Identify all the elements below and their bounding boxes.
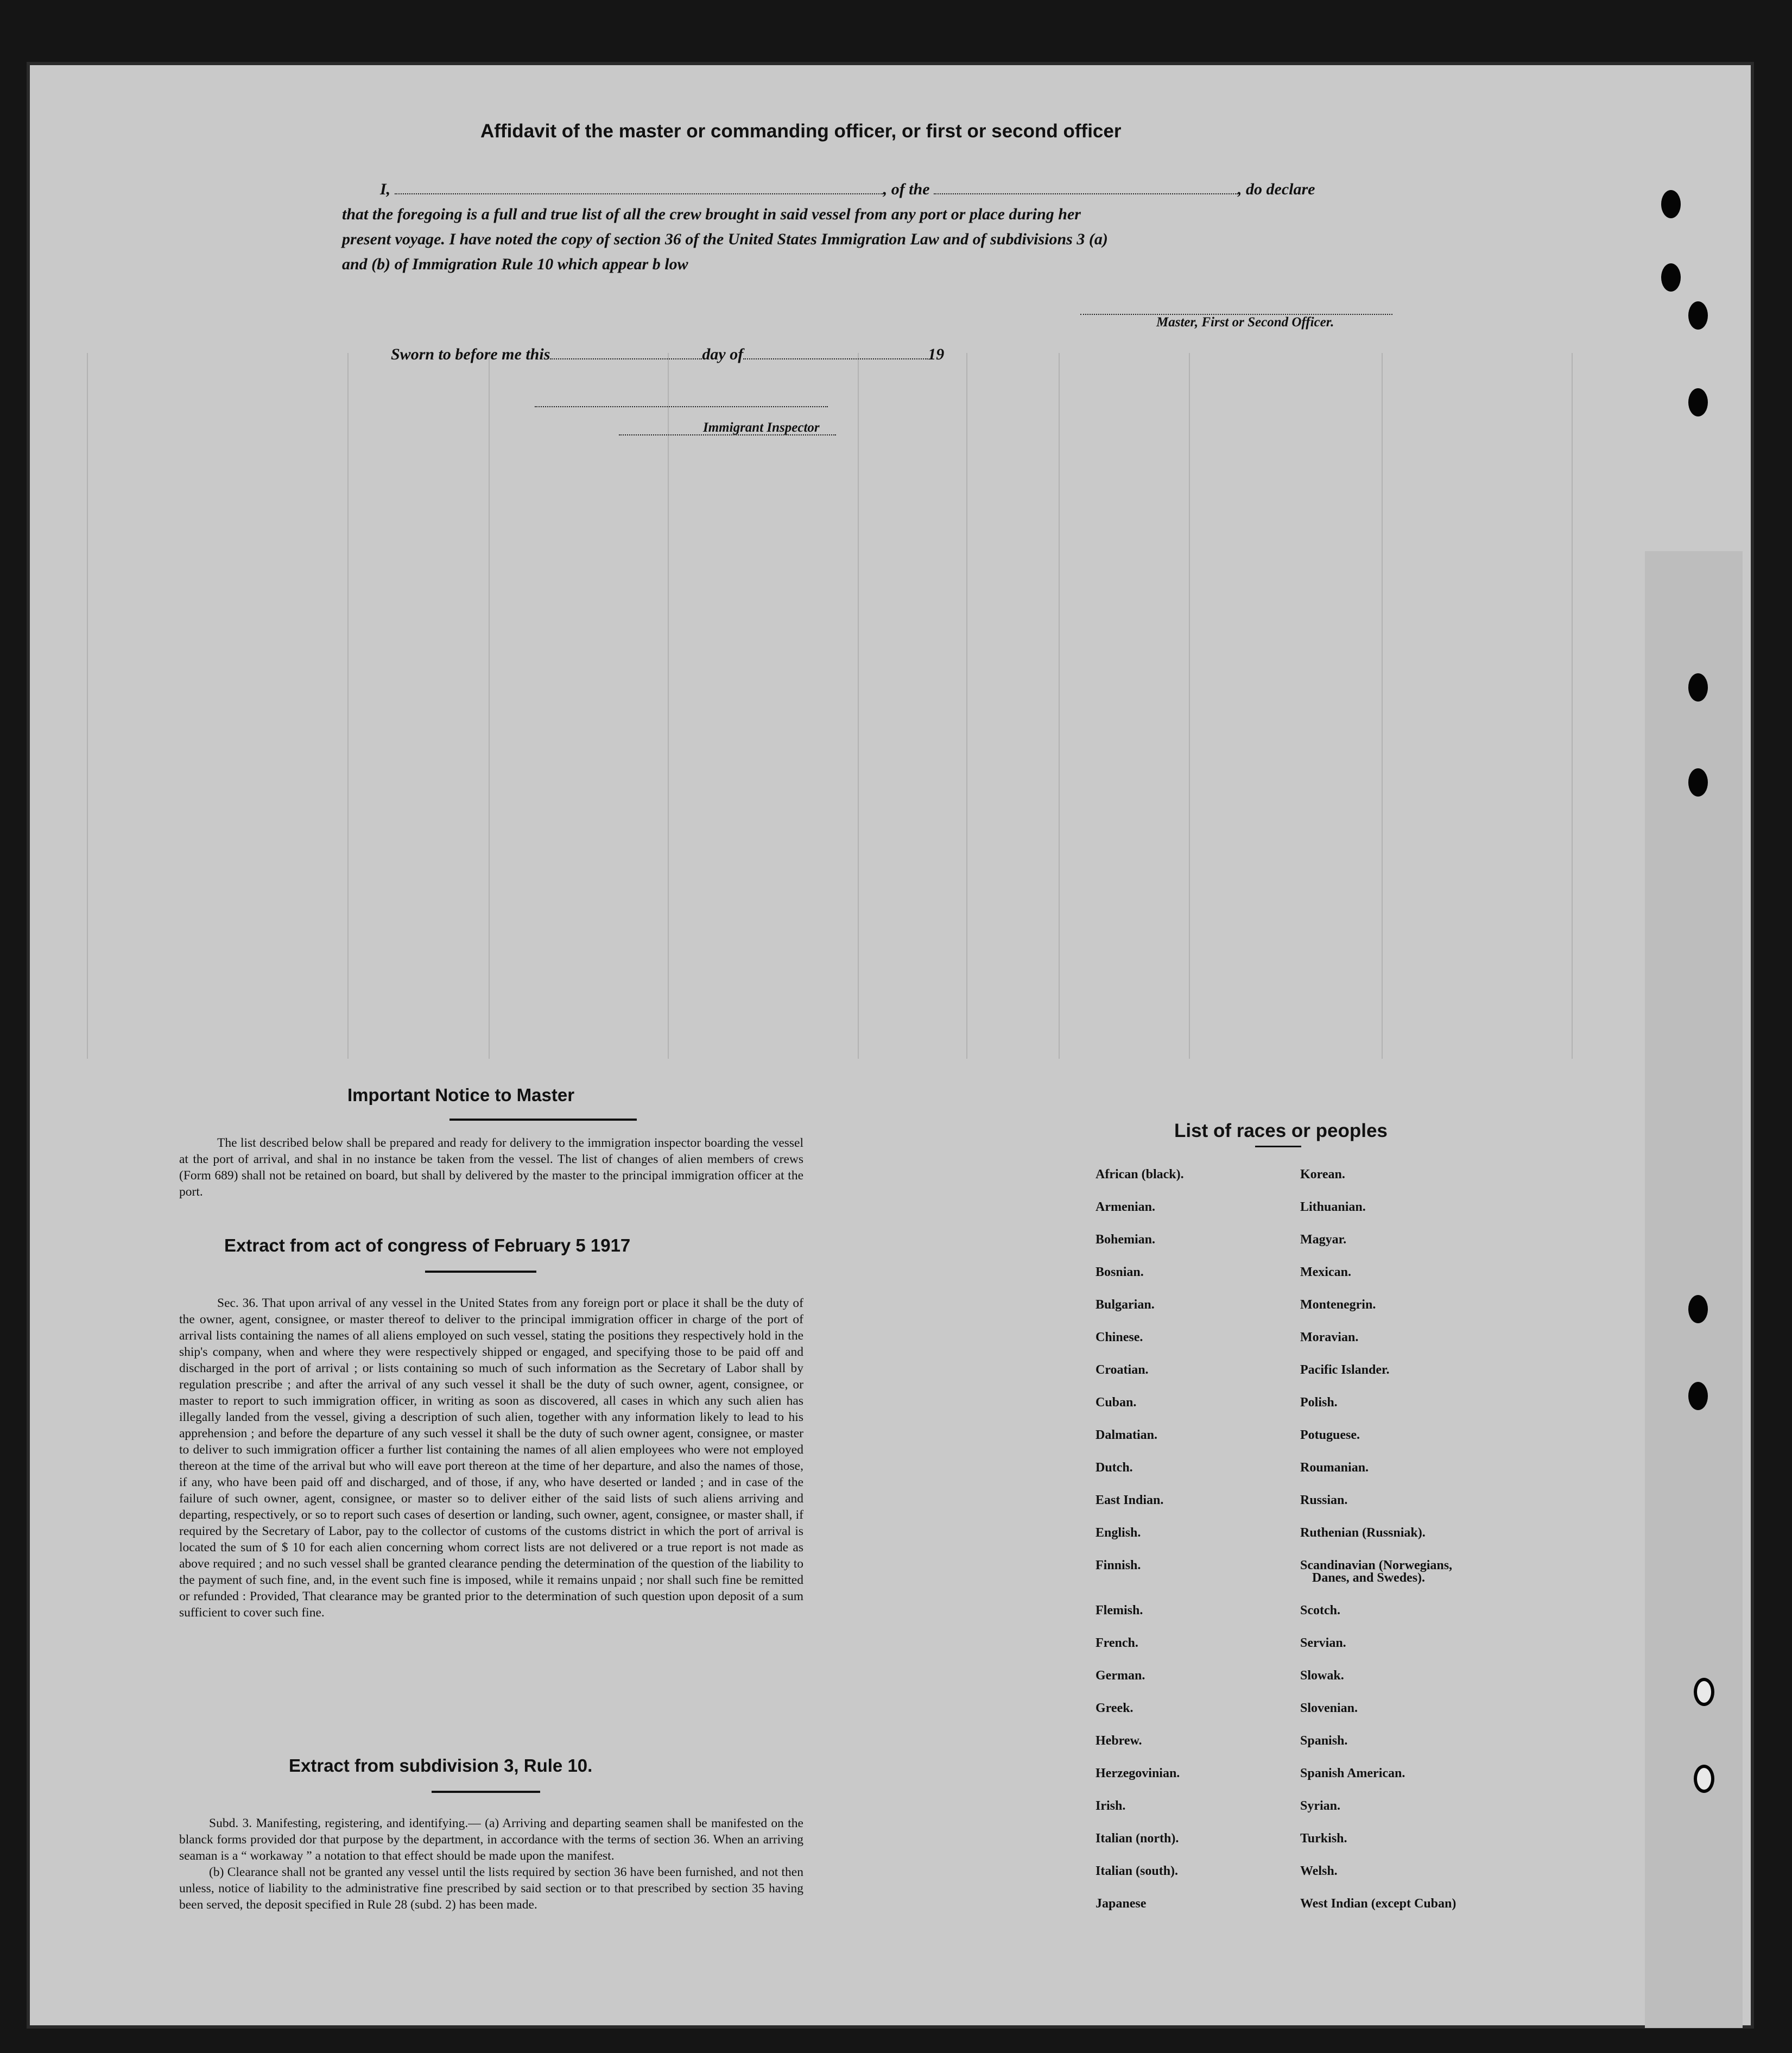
race-item: Russian. xyxy=(1300,1493,1348,1507)
extract-act-rule xyxy=(425,1271,536,1273)
race-item: Finnish. xyxy=(1096,1558,1141,1572)
binder-hole xyxy=(1661,190,1681,218)
race-item: Greek. xyxy=(1096,1701,1134,1715)
race-item: Chinese. xyxy=(1096,1330,1143,1344)
race-item: German. xyxy=(1096,1669,1145,1683)
important-notice-body: The list described below shall be prepared and ready for delivery to the immigration inspector boarding the vessel at the port of arrival, and shal in no instance be taken from the vessel. The list of changes of alien members of crews (Form 689) shall not be retained on board, but shall by delivered by the master to the principal immigration officer at the port. xyxy=(179,1136,803,1199)
rule-10-text xyxy=(179,1815,803,1913)
race-item: Scandinavian (Norwegians, xyxy=(1300,1558,1453,1572)
binder-hole xyxy=(1688,1295,1708,1323)
race-item: Spanish. xyxy=(1300,1734,1348,1748)
race-item: East Indian. xyxy=(1096,1493,1164,1507)
race-item-continued: Danes, and Swedes). xyxy=(1312,1571,1426,1585)
race-item: Magyar. xyxy=(1300,1233,1347,1247)
race-item: African (black). xyxy=(1096,1167,1184,1182)
rule-10-para-a: Subd. 3. Manifesting, registering, and identifying.— (a) Arriving and departing seamen shall be manifested on the blanck forms provided dor that purpose by the department, in accordance with the terms of section 36. When an arriving seaman is a “ workaway ” a notation to that effect should be made upon the manifest. xyxy=(179,1816,803,1863)
sworn-start: Sworn to before me this xyxy=(391,345,550,363)
affidavit-line2: that the foregoing is a full and true list of all the crew brought in said vessel from any port or place during her xyxy=(342,205,1081,223)
race-item: Croatian. xyxy=(1096,1363,1149,1377)
race-item: Herzegovinian. xyxy=(1096,1766,1180,1780)
notice-title-rule xyxy=(449,1119,637,1121)
race-item: Irish. xyxy=(1096,1799,1126,1813)
inspector-label: Immigrant Inspector xyxy=(703,420,820,435)
affidavit-line1-start: I, xyxy=(380,180,391,198)
race-item: English. xyxy=(1096,1526,1141,1540)
race-item: Slowak. xyxy=(1300,1669,1344,1683)
race-item: Ruthenian (Russniak). xyxy=(1300,1526,1426,1540)
race-item: Bosnian. xyxy=(1096,1265,1144,1279)
binder-hole xyxy=(1688,1382,1708,1410)
race-item: Roumanian. xyxy=(1300,1461,1369,1475)
column-rule xyxy=(858,353,859,1059)
race-item: Japanese xyxy=(1096,1897,1147,1911)
column-rule xyxy=(87,353,88,1059)
column-rule xyxy=(1572,353,1573,1059)
binder-hole xyxy=(1688,388,1708,416)
race-item: Scotch. xyxy=(1300,1603,1340,1618)
binder-hole xyxy=(1688,768,1708,797)
sworn-month-blank[interactable] xyxy=(743,346,928,359)
race-item: Turkish. xyxy=(1300,1831,1347,1846)
affidavit-line1-end: , do declare xyxy=(1238,180,1315,198)
affidavit-declaration-line xyxy=(380,180,1315,199)
extract-act-title: Extract from act of congress of February 5 1917 xyxy=(224,1235,631,1255)
race-item: Dalmatian. xyxy=(1096,1428,1157,1442)
race-item: Flemish. xyxy=(1096,1603,1143,1618)
sworn-year: 19 xyxy=(928,345,945,363)
column-rule xyxy=(966,353,967,1059)
race-item: Montenegrin. xyxy=(1300,1298,1376,1312)
rule-10-para-b: (b) Clearance shall not be granted any vessel until the lists required by section 36 have been furnished, and not then unless, notice of liability to the administrative fine prescribed by said section or to that prescribed by section 35 having been served, the deposit specified in Rule 28 (subd. 2) has been made. xyxy=(179,1865,803,1912)
race-item: Italian (south). xyxy=(1096,1864,1179,1878)
race-item: Dutch. xyxy=(1096,1461,1133,1475)
binder-hole xyxy=(1688,673,1708,702)
master-signature-label: Master, First or Second Officer. xyxy=(1156,315,1334,330)
important-notice-title: Important Notice to Master xyxy=(347,1085,575,1105)
race-item: West Indian (except Cuban) xyxy=(1300,1897,1457,1911)
binder-hole xyxy=(1688,301,1708,330)
race-item: Mexican. xyxy=(1300,1265,1351,1279)
column-rule xyxy=(1059,353,1060,1059)
race-item: Lithuanian. xyxy=(1300,1200,1366,1214)
race-item: Bohemian. xyxy=(1096,1233,1156,1247)
race-item: Moravian. xyxy=(1300,1330,1359,1344)
race-item: Korean. xyxy=(1300,1167,1345,1182)
races-title-rule xyxy=(1255,1146,1301,1147)
race-item: Cuban. xyxy=(1096,1395,1137,1410)
binder-hole xyxy=(1661,263,1681,292)
extract-rule-title: Extract from subdivision 3, Rule 10. xyxy=(289,1755,593,1776)
race-item: Hebrew. xyxy=(1096,1734,1142,1748)
affidavit-line1-mid: , of the xyxy=(883,180,930,198)
vessel-blank[interactable] xyxy=(934,181,1238,194)
column-rule xyxy=(1382,353,1383,1059)
column-rule xyxy=(668,353,669,1059)
sworn-day-blank[interactable] xyxy=(550,346,702,359)
race-item: Armenian. xyxy=(1096,1200,1155,1214)
affidavit-line4: and (b) of Immigration Rule 10 which appear b low xyxy=(342,255,688,273)
affidavit-title: Affidavit of the master or commanding officer, or first or second officer xyxy=(480,121,1122,142)
column-rule xyxy=(1189,353,1190,1059)
binder-hole xyxy=(1694,1678,1714,1706)
race-item: French. xyxy=(1096,1636,1138,1650)
column-rule xyxy=(489,353,490,1059)
race-item: Spanish American. xyxy=(1300,1766,1405,1780)
race-item: Welsh. xyxy=(1300,1864,1338,1878)
column-rule xyxy=(347,353,349,1059)
name-blank[interactable] xyxy=(395,181,883,194)
binder-hole xyxy=(1694,1765,1714,1793)
race-item: Polish. xyxy=(1300,1395,1338,1410)
sworn-day-label: day of xyxy=(702,345,744,363)
races-title: List of races or peoples xyxy=(1174,1120,1388,1141)
race-item: Syrian. xyxy=(1300,1799,1341,1813)
sworn-line xyxy=(391,345,944,364)
race-item: Potuguese. xyxy=(1300,1428,1360,1442)
extract-rule-rule xyxy=(432,1791,540,1793)
inspector-line-upper xyxy=(535,406,828,407)
section-36-text: Sec. 36. That upon arrival of any vessel in the United States from any foreign port or place it shall be the duty of the owner, agent, consignee, or master thereof to deliver to the principal immigration officer in charge of the port of arrival lists containing the names of all aliens employed on such vessel, stating the positions they respectively hold in the ship's company, when and where they were respectively shipped or engaged, and specifying those to be paid off and discharged in the port of arrival ; or lists containing so much of such information as the Secretary of Labor shall by regulation prescribe ; and after the arrival of any such vessel it shall be the duty of such owner, agent, consignee, or master to report to such immigration officer, in writing as soon as discovered, all cases in which any such alien has illegally landed from the vessel, giving a description of such alien, together with any information likely to lead to his apprehension ; and before the departure of any such vessel it shall be the duty of such owner agent, consignee, or master to deliver to such immigration officer a further list containing the names of all alien employees who were not employed thereon at the time of the arrival but who will eave port thereon at the time of her departure, and also the names of those, if any, who have been paid off and discharged, and of those, if any, who have deserted or landed ; and in case of the failure of such owner, agent, consignee, or master so to deliver either of the said lists of such aliens arriving and departing, respectively, or so to report such cases of desertion or landing, such owner, agent, consignee, or master shall, if required by the Secretary of Labor, pay to the collector of customs of the customs district in which the port of arrival is located the sum of $ 10 for each alien concerning whom correct lists are not delivered or a true report is not made as above required ; and no such vessel shall be granted clearance pending the determination of the question of the liability to the payment of such fine, and, in the event such fine is imposed, while it remains unpaid ; nor shall such fine be remitted or refunded : Provided, That clearance may be granted prior to the determination of such question upon deposit of a sum sufficient to cover such fine. xyxy=(179,1296,803,1620)
race-item: Bulgarian. xyxy=(1096,1298,1155,1312)
race-item: Italian (north). xyxy=(1096,1831,1179,1846)
race-item: Servian. xyxy=(1300,1636,1346,1650)
race-item: Slovenian. xyxy=(1300,1701,1358,1715)
race-item: Pacific Islander. xyxy=(1300,1363,1390,1377)
affidavit-line3: present voyage. I have noted the copy of section 36 of the United States Immigration Law and of subdivisions 3 (a) xyxy=(342,230,1108,248)
